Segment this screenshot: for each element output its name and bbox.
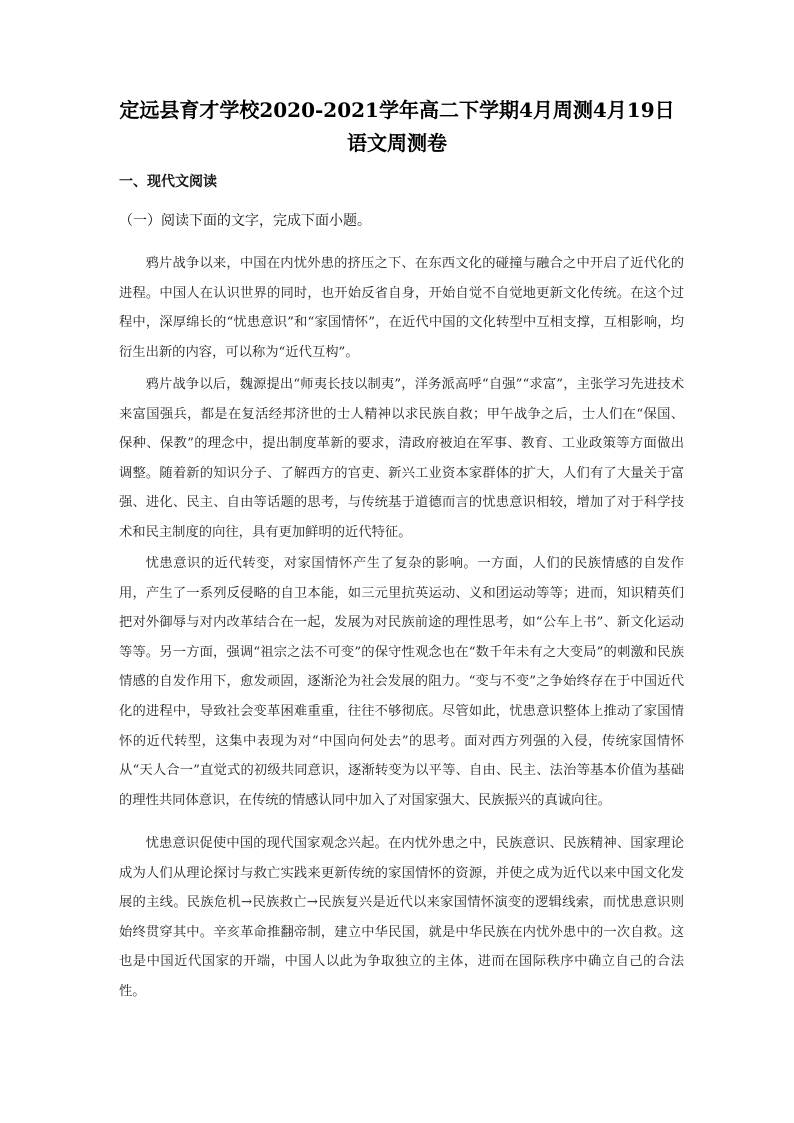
body-paragraph-4: 忧患意识促使中国的现代国家观念兴起。在内忧外患之中，民族意识、民族精神、国家理论成为人们从理论探讨与救亡实践来更新传统的家国情怀的资源，并使之成为近代以来中国文化发展的主线。民族危机→民族救亡→民族复兴是近代以来家国情怀演变的逻辑线索，而忧患意识则始终贯穿其中。辛亥革命推翻帝制，建立中华民国，就是中华民族在内忧外患中的一次自救。这也是中国近代国家的开端，中国人以此为争取独立的主体，进而在国际秩序中确立自己的合法性。 xyxy=(119,836,684,999)
document-title-line1: 定远县育才学校2020-2021学年高二下学期4月周测4月19日 xyxy=(119,98,675,122)
body-paragraph-3: 忧患意识的近代转变，对家国情怀产生了复杂的影响。一方面，人们的民族情感的自发作用，产生了一系列反侵略的自卫本能，如三元里抗英运动、义和团运动等等；进而，知识精英们把对外御辱与对内改革结合在一起，发展为对民族前途的理性思考，如“公车上书”、新文化运动等等。另一方面，强调“祖宗之法不可变”的保守性观念也在“数千年未有之大变局”的刺激和民族情感的自发作用下，愈发顽固，逐渐沦为社会发展的阻力。“变与不变”之争始终存在于中国近代化的进程中，导致社会变革困难重重，往往不够彻底。尽管如此，忧患意识整体上推动了家国情怀的近代转型，这集中表现为对“中国向何处去”的思考。面对西方列强的入侵，传统家国情怀从“天人合一”直觉式的初级共同意识，逐渐转变为以平等、自由、民主、法治等基本价值为基础的理性共同体意识，在传统的情感认同中加入了对国家强大、民族振兴的真诚向往。 xyxy=(119,556,684,808)
document-title-line2: 语文周测卷 xyxy=(347,131,447,155)
body-paragraph-1: 鸦片战争以来，中国在内忧外患的挤压之下、在东西文化的碰撞与融合之中开启了近代化的进程。中国人在认识世界的同时，也开始反省自身，开始自觉不自觉地更新文化传统。在这个过程中，深厚绵长的“忧患意识”和“家国情怀”，在近代中国的文化转型中互相支撑，互相影响，均衍生出新的内容，可以称为“近代互构”。 xyxy=(119,256,684,360)
sub-heading: （一）阅读下面的文字，完成下面小题。 xyxy=(119,213,371,229)
body-paragraph-2: 鸦片战争以后，魏源提出“师夷长技以制夷”，洋务派高呼“自强”“求富”，主张学习先进技术来富国强兵，都是在复活经邦济世的士人精神以求民族自救；甲午战争之后，士人们在“保国、保种、保教”的理念中，提出制度革新的要求，清政府被迫在军事、教育、工业政策等方面做出调整。随着新的知识分子、了解西方的官吏、新兴工业资本家群体的扩大，人们有了大量关于富强、进化、民主、自由等话题的思考，与传统基于道德而言的忧患意识相较，增加了对于科学技术和民主制度的向往，具有更加鲜明的近代特征。 xyxy=(119,377,684,540)
section-heading: 一、现代文阅读 xyxy=(119,174,217,190)
